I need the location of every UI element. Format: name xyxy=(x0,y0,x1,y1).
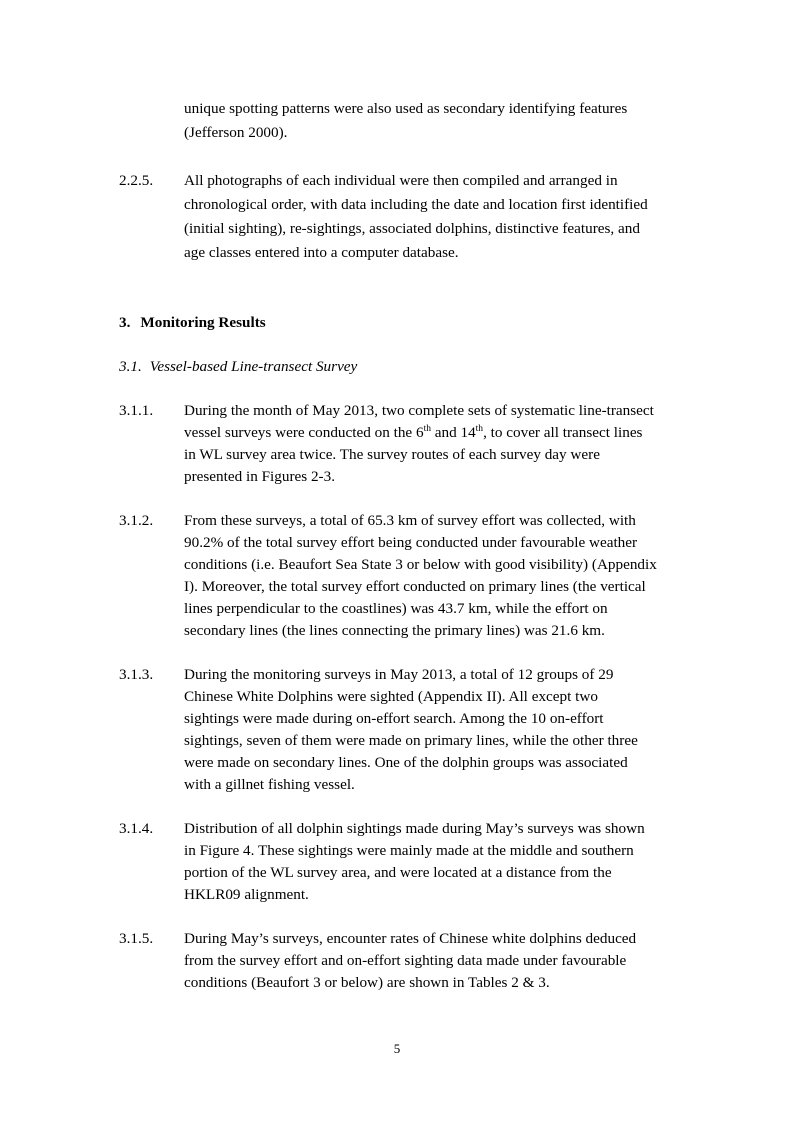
text-line: from the survey effort and on-effort sighting data made under favourable xyxy=(184,952,627,969)
section-title: Monitoring Results xyxy=(140,314,266,331)
subsection-heading xyxy=(119,356,357,378)
text-line: conditions (Beaufort 3 or below) are shown in Tables 2 & 3. xyxy=(184,974,550,991)
text-line: During the monitoring surveys in May 2013, a total of 12 groups of 29 xyxy=(184,666,614,683)
text-line: Distribution of all dolphin sightings made during May’s surveys was shown xyxy=(184,820,645,837)
text-line: lines perpendicular to the coastlines) was 43.7 km, while the effort on xyxy=(184,600,608,617)
text-line: From these surveys, a total of 65.3 km of survey effort was collected, with xyxy=(184,512,636,529)
page-number: 5 xyxy=(393,1041,401,1056)
paragraph-number: 3.1.3. xyxy=(119,666,154,683)
subsection-number: 3.1. xyxy=(119,358,142,375)
text-line: During May’s surveys, encounter rates of Chinese white dolphins deduced xyxy=(184,930,637,947)
text-line: were made on secondary lines. One of the dolphin groups was associated xyxy=(184,754,628,771)
section-heading xyxy=(119,312,266,334)
text-line: During the month of May 2013, two complete sets of systematic line-transect xyxy=(184,402,654,419)
text-fragment: vessel surveys were conducted on the 6 xyxy=(184,424,424,441)
text-line: with a gillnet fishing vessel. xyxy=(184,776,355,793)
text-line: age classes entered into a computer database. xyxy=(184,244,459,261)
text-line: sightings, seven of them were made on primary lines, while the other three xyxy=(184,732,638,749)
text-line: unique spotting patterns were also used as secondary identifying features xyxy=(184,100,628,117)
text-line: I). Moreover, the total survey effort conducted on primary lines (the vertical xyxy=(184,578,646,595)
text-line: 90.2% of the total survey effort being conducted under favourable weather xyxy=(184,534,638,551)
text-line: chronological order, with data including the date and location first identified xyxy=(184,196,648,213)
paragraph-number: 2.2.5. xyxy=(119,172,154,189)
text-line: conditions (i.e. Beaufort Sea State 3 or below with good visibility) (Appendix xyxy=(184,556,657,573)
superscript: th xyxy=(423,424,431,434)
text-line: Chinese White Dolphins were sighted (Appendix II). All except two xyxy=(184,688,598,705)
text-line: (Jefferson 2000). xyxy=(184,124,288,141)
paragraph-number: 3.1.2. xyxy=(119,512,154,529)
text-line: in WL survey area twice. The survey routes of each survey day were xyxy=(184,446,600,463)
superscript: th xyxy=(475,424,484,434)
text-fragment: and 14 xyxy=(430,424,476,441)
text-line: secondary lines (the lines connecting the primary lines) was 21.6 km. xyxy=(184,622,605,639)
section-number: 3. xyxy=(119,314,131,331)
text-fragment: , to cover all transect lines xyxy=(483,424,643,441)
text-line: sightings were made during on-effort search. Among the 10 on-effort xyxy=(184,710,604,727)
text-line: portion of the WL survey area, and were located at a distance from the xyxy=(184,864,612,881)
text-line: presented in Figures 2-3. xyxy=(184,468,335,485)
paragraph-number: 3.1.4. xyxy=(119,820,154,837)
text-line: HKLR09 alignment. xyxy=(184,886,309,903)
text-line xyxy=(184,422,642,444)
paragraph-number: 3.1.5. xyxy=(119,930,154,947)
text-line: in Figure 4. These sightings were mainly made at the middle and southern xyxy=(184,842,634,859)
subsection-title: Vessel-based Line-transect Survey xyxy=(149,358,358,375)
paragraph-number: 3.1.1. xyxy=(119,402,154,419)
text-line: All photographs of each individual were then compiled and arranged in xyxy=(184,172,618,189)
text-line: (initial sighting), re-sightings, associated dolphins, distinctive features, and xyxy=(184,220,640,237)
